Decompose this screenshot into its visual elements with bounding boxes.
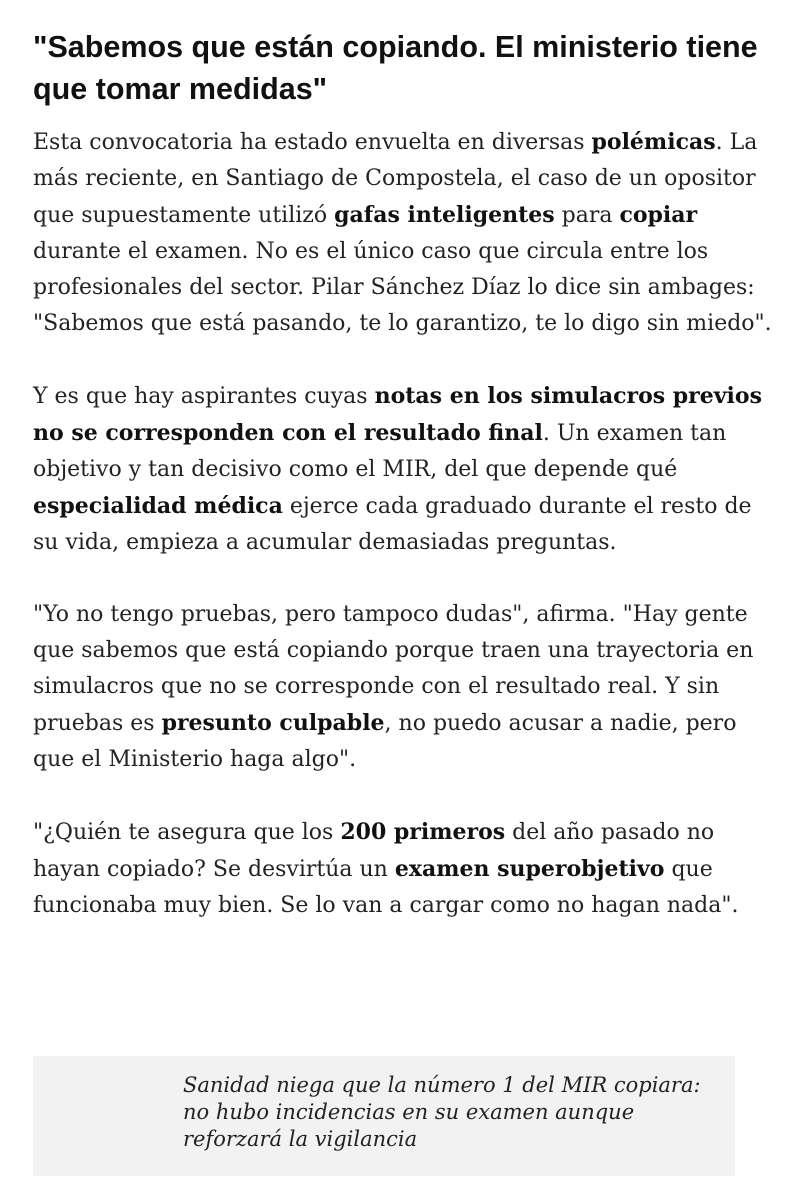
article-paragraph xyxy=(33,814,778,924)
paragraph-text: . La más reciente, en Santiago de Compostela, el caso de un opositor que supuestamente utilizó xyxy=(33,130,758,228)
related-article-box xyxy=(33,1056,735,1176)
bold-text: 200 primeros xyxy=(340,819,506,845)
section-headline: "Sabemos que están copiando. El ministerio tiene que tomar medidas" xyxy=(33,30,758,106)
paragraph-text: , no puedo acusar a nadie, pero que el Ministerio haga algo". xyxy=(33,711,737,772)
article-paragraph xyxy=(33,124,778,342)
bold-text: copiar xyxy=(619,202,698,228)
paragraph-text: durante el examen. No es el único caso que circula entre los profesionales del sector. Pilar Sánchez Díaz lo dice sin ambages: "Sabemos que está pasando, te lo garantizo, te lo digo sin miedo". xyxy=(33,239,772,336)
paragraph-text: ejerce cada graduado durante el resto de su vida, empieza a acumular demasiadas preguntas. xyxy=(33,494,752,555)
paragraph-text: Esta convocatoria ha estado envuelta en diversas xyxy=(33,130,592,155)
bold-text: notas en los simulacros previos no se corresponden con el resultado final xyxy=(33,383,762,446)
bold-text: presunto culpable xyxy=(161,710,385,736)
paragraph-text: Y es que hay aspirantes cuyas xyxy=(33,384,375,409)
article-paragraph xyxy=(33,378,778,561)
bold-text: examen superobjetivo xyxy=(394,856,665,882)
paragraph-text: del año pasado no hayan copiado? Se desvirtúa un xyxy=(33,820,715,882)
article-body xyxy=(33,26,778,960)
paragraph-text: "Yo no tengo pruebas, pero tampoco dudas", afirma. "Hay gente que sabemos que está copiando porque traen una trayectoria en simulacros que no se corresponde con el resultado real. Y sin pruebas es xyxy=(33,602,754,736)
bold-text: gafas inteligentes xyxy=(334,202,555,228)
paragraph-text: que funcionaba muy bien. Se lo van a cargar como no hagan nada". xyxy=(33,857,739,918)
bold-text: especialidad médica xyxy=(33,493,283,519)
paragraph-text: "¿Quién te asegura que los xyxy=(33,820,341,845)
paragraph-text: para xyxy=(554,203,620,228)
related-article-link[interactable]: Sanidad niega que la número 1 del MIR copiara: no hubo incidencias en su examen aunque reforzará la vigilancia xyxy=(183,1073,701,1151)
article-paragraph xyxy=(33,597,778,778)
bold-text: polémicas xyxy=(591,129,716,155)
article-paragraphs xyxy=(33,124,778,924)
paragraph-text: . Un examen tan objetivo y tan decisivo como el MIR, del que depende qué xyxy=(33,421,727,482)
